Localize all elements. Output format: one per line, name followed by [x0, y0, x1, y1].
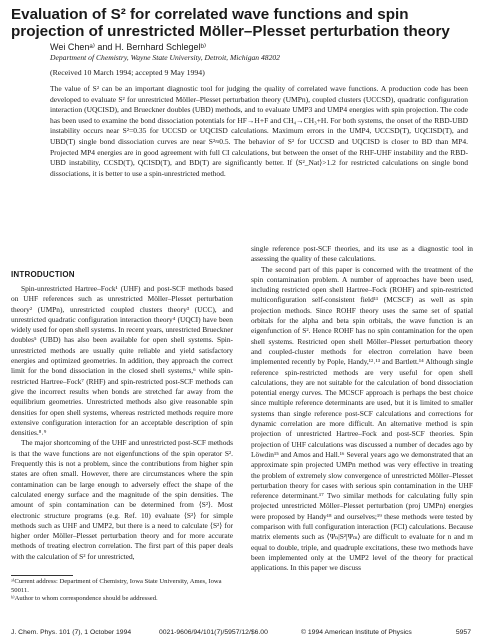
received-dates: (Received 10 March 1994; accepted 9 May 1994) — [50, 68, 205, 77]
footnote-a: ᵃ⁾Current address: Department of Chemistry, Iowa State University, Ames, Iowa 50011. — [11, 578, 222, 594]
paragraph: single reference post-SCF theories, and its use as a diagnostic tool in assessing the quality of these calculations. — [251, 244, 473, 264]
affiliation: Department of Chemistry, Wayne State University, Detroit, Michigan 48202 — [50, 53, 280, 62]
left-column — [11, 284, 233, 562]
right-column — [251, 244, 473, 574]
paragraph: The second part of this paper is concerned with the treatment of the spin contamination problem. A number of approaches have been used, including restricted open shell Hartree–Fock (ROHF) and spin-restricted multiconfiguration self-consistent field¹¹ (MCSCF) as well as spin projection methods. Since ROHF theory uses the same set of spatial orbitals for the alpha and beta spin orbitals, the wave function is an eigenfunction of S². Hence ROHF has no spin contamination for the open shell systems. Restricted open shell Möller–Plesset perturbation theory and coupled-cluster methods for electron correlation have been implemented recently by Pople, Handy,¹²˒¹³ and Bartlett.¹⁴ Although single reference spin-restricted methods are very useful for open shell calculations, they are not suitable for the calculation of bond dissociation potential energy curves. The MCSCF approach is perhaps the best choice since multiple reference determinants are used, but it is limited to smaller systems than single reference post-SCF calculations and corrections for dynamic correlation are more difficult. An alternative method is spin projection of unrestricted Hartree–Fock and post-SCF theories. Spin projection of UHF calculations was discussed a number of decades ago by Löwdin¹⁵ and Amos and Hall.¹⁶ Several years ago we demonstrated that an approximate spin projected UMPn method was very effective in treating the problem of extremely slow convergence of unrestricted Möller–Plesset perturbation theory for cases with serious spin contamination in the UHF reference determinant.¹⁷ Two similar methods for calculating fully spin projected unrestricted Möller–Plesset perturbation (proj UMPn) energies were proposed by Handy¹⁸ and ourselves;¹⁹ these methods were tested by comparison with full configuration interaction (FCI) calculations. Because matrix elements such as ⟨Ψₙ|S²|Ψₘ⟩ are difficult to evaluate for n and m equal to double, triple, and quadruple excitations, these two methods have been implemented only at the UMP2 level of the theory for practical applications. In this paper we discuss — [251, 264, 473, 573]
article-code: 0021-9606/94/101(7)/5957/12/$6.00 — [159, 629, 268, 636]
paragraph: Spin-unrestricted Hartree–Fock¹ (UHF) and post-SCF methods based on UHF references such as unrestricted Möller–Plesset perturbation theory² (UMPn), unrestricted coupled clusters theory³ (UCC), and unrestricted quadratic configuration interaction theory⁴ (UQCI) have been widely used for open shell systems. In recent years, unrestricted Brueckner doubles⁵ (UBD) has also been available for open shell systems. Spin-unrestricted methods are usually quite reliable and yield satisfactory energies and optimized geometries. In addition, they approach the correct limit for the bond dissociation in the closed shell systems,⁶ while spin-restricted Hartree–Fock⁷ (RHF) and spin-restricted post-SCF methods can give the incorrect results when bonds are stretched far away from the equilibrium geometries. Unrestricted methods also give reasonable spin densities for open shell systems, whereas restricted methods require more extensive configuration interaction for an acceptable description of spin densities.⁸˒⁹ — [11, 284, 233, 438]
section-heading-introduction: INTRODUCTION — [11, 270, 75, 279]
footnote-rule — [11, 575, 73, 576]
footnotes — [11, 578, 233, 604]
copyright: © 1994 American Institute of Physics — [301, 629, 412, 636]
author-line: Wei Chenᵃ⁾ and H. Bernhard Schlegelᵇ⁾ — [50, 42, 207, 52]
journal-citation: J. Chem. Phys. 101 (7), 1 October 1994 — [11, 629, 132, 636]
paragraph: The major shortcoming of the UHF and unrestricted post-SCF methods is that the wave functions are not eigenfunctions of the spin operator S². Frequently this is not a problem, since the contributions from higher spin states are often small. However, there are circumstances where the spin contamination can be large enough to adversely effect the shape of the calculated energy surface and the magnitude of the spin densities. The amount of spin contamination can be determined from ⟨S²⟩. Most electronic structure programs (e.g. Ref. 10) evaluate ⟨S²⟩ for simple methods such as UHF and UMP2, but there is a need to calculate ⟨S²⟩ for higher order Möller–Plesset perturbation theory and for more accurate methods of treating electron correlation. The first part of this paper deals with the calculation of S² for unrestricted, — [11, 438, 233, 561]
article-title: Evaluation of S² for correlated wave functions and spin projection of unrestricted Möller–Plesset perturbation theory — [11, 6, 450, 40]
footnote-b: ᵇ⁾Author to whom correspondence should be addressed. — [11, 595, 158, 603]
abstract: The value of S² can be an important diagnostic tool for judging the quality of correlated wave functions. A production code has been developed to evaluate S² for unrestricted Möller–Plesset perturbation theory (UMPn), coupled clusters (UCCSD), quadratic configuration interaction (UQCISD), and Brueckner doubles (UBD) methods, and to evaluate UMP3 and UMP4 energies with spin projection. The code has been used to examine the bond dissociation potentials for HF→H+F and CH₄→CH₃+H. For both systems, the onset of the RBD-UBD instability occurs near S²=0.35 for UCCSD or UQCISD calculations. Maximum errors in the UMP4, UCCSD(T), UQCISD(T), and UBD(T) single bond dissociation curves are near S²≈0.5. The behavior of S² for UCCSD and UQCISD is closer to BD than MP4. Projected MP4 energies are in good agreement with full CI calculations, but between the onset of the RHF-UHF instability and the RBD-UBD instability, CCSD(T), QCISD(T), and BD(T) are significantly better. If ⟨S²_Nat⟩>1.2 for restricted calculations on single bond dissociations, it is better to use a spin-unrestricted method. — [50, 84, 468, 178]
page-number: 5957 — [455, 629, 471, 636]
